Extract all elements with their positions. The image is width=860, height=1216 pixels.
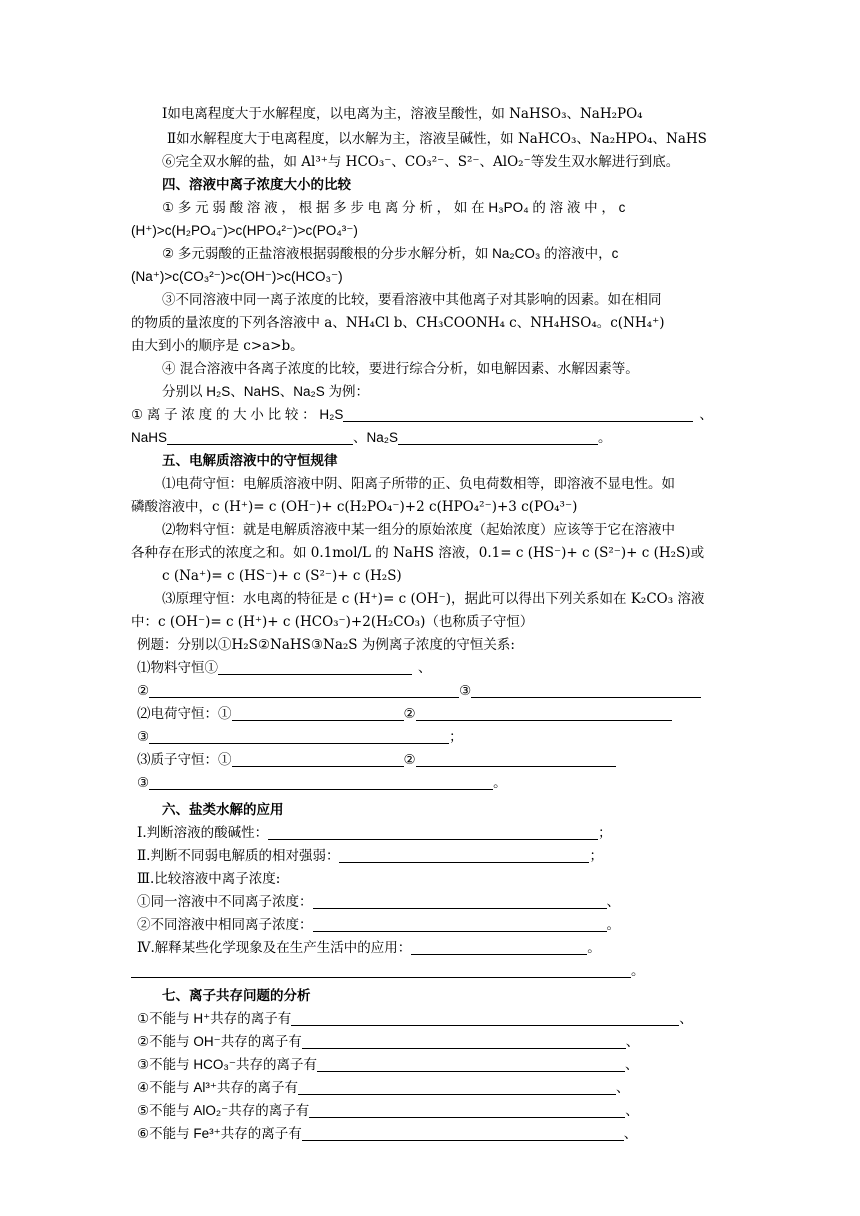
formula-proton-conservation: 中：c (OH⁻)= c (H⁺)+ c (HCO₃⁻)+2(H₂CO₃)（也称质子守恒） (131, 614, 534, 630)
paragraph-polyprotic-acid: ① 多 元 弱 酸 溶 液 ， 根 据 多 步 电 离 分 析 ， 如 在 H₃PO₄ 的 溶 液 中 ， c (162, 200, 626, 215)
fill-in-acidity: Ⅰ.判断溶液的酸碱性： ； (137, 825, 612, 841)
fill-in-applications-cont: 。 (131, 961, 645, 981)
answer-blank-applications-cont[interactable] (131, 963, 631, 978)
paragraph-hydrolysis-dominant: Ⅱ如水解程度大于电离程度，以水解为主，溶液呈碱性，如 NaHCO₃、Na₂HPO₄、NaHS (167, 131, 707, 147)
answer-blank-material-1[interactable] (218, 660, 412, 675)
list-item: ③不能与 HCO₃⁻共存的离子有 、 (137, 1057, 639, 1072)
fill-in-different-solution: ②不同溶液中相同离子浓度： 。 (137, 917, 620, 933)
answer-blank-na2s[interactable] (398, 430, 598, 445)
answer-blank-alo2-ion[interactable] (309, 1103, 625, 1118)
answer-blank-charge-1[interactable] (232, 706, 404, 721)
paragraph-compare-concentration: Ⅲ.比较溶液中离子浓度: (137, 871, 281, 887)
answer-blank-material-2[interactable] (149, 683, 459, 698)
answer-blank-acidity[interactable] (268, 825, 598, 840)
answer-blank-material-3[interactable] (471, 683, 701, 698)
formula-h3po4-order: (H⁺)>c(H₂PO₄⁻)>c(HPO₄²⁻)>c(PO₄³⁻) (131, 223, 358, 238)
list-item: ①不能与 H⁺共存的离子有 、 (137, 1011, 693, 1026)
paragraph-proton-conservation: ⑶原理守恒：水电离的特征是 c (H⁺)= c (OH⁻)，据此可以得出下列关系如在 K₂CO₃ 溶液 (162, 591, 705, 607)
heading-section-6: 六、盐类水解的应用 (162, 802, 284, 818)
paragraph-double-hydrolysis: ⑥完全双水解的盐，如 Al³⁺与 HCO₃⁻、CO₃²⁻、S²⁻、AlO₂⁻等发生双水解进行到底。 (162, 154, 680, 170)
list-item: ④不能与 Al³⁺共存的离子有 、 (137, 1080, 630, 1095)
fill-in-relative-strength: Ⅱ.判断不同弱电解质的相对强弱： ； (137, 848, 603, 864)
answer-blank-applications[interactable] (411, 940, 587, 955)
paragraph-same-ion-list: 的物质的量浓度的下列各溶液中 a、NH₄Cl b、CH₃COONH₄ c、NH₄HSO₄。c(NH₄⁺) (131, 315, 665, 331)
fill-in-size-comparison: ① 离 子 浓 度 的 大 小 比 较 ： H₂S 、 (131, 407, 713, 422)
fill-in-material-1: ⑴物料守恒① 、 (137, 660, 432, 676)
fill-in-applications: Ⅳ.解释某些化学现象及在生产生活中的应用： 。 (137, 940, 601, 956)
paragraph-material-conservation: ⑵物料守恒：就是电解质溶液中某一组分的原始浓度（起始浓度）应该等于它在溶液中 (162, 522, 675, 538)
formula-na2co3-order: (Na⁺)>c(CO₃²⁻)>c(OH⁻)>c(HCO₃⁻) (131, 269, 343, 284)
fill-in-proton-3: ③ 。 (137, 775, 507, 791)
list-item: ⑥不能与 Fe³⁺共存的离子有 、 (137, 1126, 638, 1141)
paragraph-charge-conservation: ⑴电荷守恒：电解质溶液中阴、阳离子所带的正、负电荷数相等，即溶液不显电性。如 (162, 476, 675, 492)
heading-section-5: 五、电解质溶液中的守恒规律 (162, 453, 338, 469)
paragraph-mixed-solution: ④ 混合溶液中各离子浓度的比较，要进行综合分析，如电解因素、水解因素等。 (162, 361, 639, 377)
answer-blank-relative-strength[interactable] (339, 848, 589, 863)
answer-blank-fe-ion[interactable] (302, 1126, 624, 1141)
answer-blank-different-solution[interactable] (313, 917, 607, 932)
answer-blank-proton-2[interactable] (416, 752, 616, 767)
formula-material-conservation-na: c (Na⁺)= c (HS⁻)+ c (S²⁻)+ c (H₂S) (162, 568, 402, 584)
paragraph-examples-intro: 分别以 H₂S、NaHS、Na₂S 为例： (162, 384, 370, 399)
heading-section-4: 四、溶液中离子浓度大小的比较 (162, 177, 351, 193)
answer-blank-same-solution[interactable] (313, 894, 607, 909)
fill-in-size-comparison-cont: NaHS 、Na₂S 。 (131, 430, 612, 445)
fill-in-charge-1-2: ⑵电荷守恒：① ② (137, 704, 672, 724)
fill-in-charge-3: ③ ； (137, 729, 463, 745)
answer-blank-proton-1[interactable] (232, 752, 404, 767)
answer-blank-charge-2[interactable] (416, 706, 672, 721)
list-item: ②不能与 OH⁻共存的离子有 、 (137, 1034, 640, 1049)
answer-blank-hco3-ion[interactable] (317, 1057, 625, 1072)
paragraph-same-ion: ③不同溶液中同一离子浓度的比较，要看溶液中其他离子对其影响的因素。如在相同 (162, 292, 662, 308)
list-item: ⑤不能与 AlO₂⁻共存的离子有 、 (137, 1103, 639, 1118)
heading-section-7: 七、离子共存问题的分析 (162, 988, 311, 1004)
answer-blank-al-ion[interactable] (298, 1080, 616, 1095)
fill-in-same-solution: ①同一溶液中不同离子浓度： 、 (137, 894, 620, 910)
paragraph-same-ion-order: 由大到小的顺序是 c>a>b。 (131, 338, 304, 354)
answer-blank-charge-3[interactable] (149, 729, 449, 744)
answer-blank-oh-ion[interactable] (302, 1034, 626, 1049)
fill-in-material-2-3: ② ③ (137, 681, 701, 701)
example-prompt: 例题：分别以①H₂S②NaHS③Na₂S 为例离子浓度的守恒关系: (137, 637, 515, 653)
formula-charge-conservation: 磷酸溶液中，c (H⁺)= c (OH⁻)+ c(H₂PO₄⁻)+2 c(HPO₄²⁻)+3 c(PO₄³⁻) (131, 499, 578, 515)
answer-blank-h2s[interactable] (343, 407, 693, 422)
answer-blank-nahs[interactable] (167, 430, 353, 445)
paragraph-normal-salt: ② 多元弱酸的正盐溶液根据弱酸根的分步水解分析，如 Na₂CO₃ 的溶液中，c (162, 246, 619, 261)
fill-in-proton-1-2: ⑶质子守恒：① ② (137, 750, 616, 770)
formula-material-conservation: 各种存在形式的浓度之和。如 0.1mol/L 的 NaHS 溶液，0.1= c (HS⁻)+ c (S²⁻)+ c (H₂S)或 (131, 545, 705, 561)
answer-blank-proton-3[interactable] (149, 775, 493, 790)
answer-blank-h-ion[interactable] (291, 1011, 679, 1026)
paragraph-ionization-dominant: Ⅰ如电离程度大于水解程度，以电离为主，溶液呈酸性，如 NaHSO₃、NaH₂PO₄ (162, 106, 643, 122)
